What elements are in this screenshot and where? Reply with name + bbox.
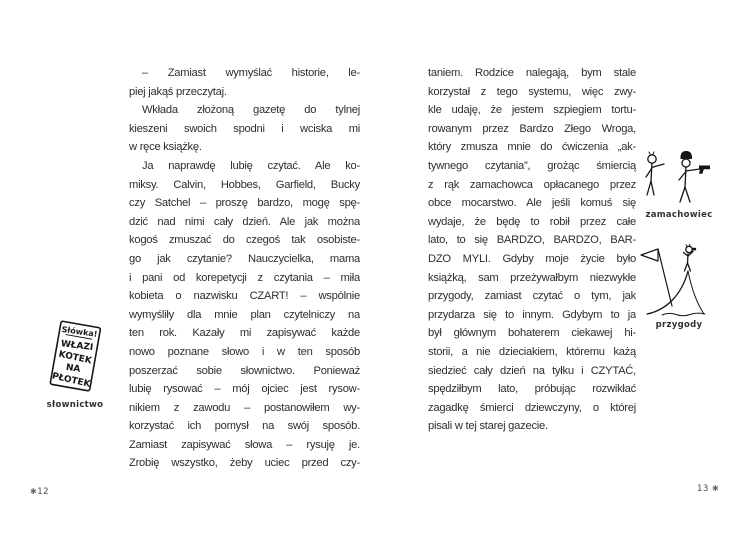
page-marker-star: ✱ xyxy=(30,487,38,496)
text-line: rowanym przez Bardzo Złego Wroga, xyxy=(428,122,636,135)
page-number-left xyxy=(30,487,49,497)
text-line: – Zamiast wymyślać historie, le- xyxy=(142,67,360,79)
text-line: książką, sam przeżywałbym niezwykłe xyxy=(428,271,636,284)
note-title: Słówka! xyxy=(61,324,98,339)
text-line: i pani od korepetycji z czytania – miła xyxy=(129,271,360,284)
text-line: storii, a nie dzieciakiem, któremu każą xyxy=(428,345,636,358)
text-line: Zrobię wszystko, żeby uciec przed czy- xyxy=(129,457,360,470)
sketch-caption-przygody: przygody xyxy=(655,320,703,330)
text-line: nowo poznane słowo i w ten sposób xyxy=(129,345,360,358)
text-line: Zamiast zapisywać słowa – rysuję je. xyxy=(129,438,360,451)
text-line: lubię rysować – mój ojciec jest rysow- xyxy=(129,383,360,396)
right-page-text-column xyxy=(428,64,636,436)
page-number-value: 12 xyxy=(37,487,50,497)
text-line: dzić nad nimi cały dzień. Ale jak można xyxy=(129,215,360,228)
note-word: WŁAZI xyxy=(60,339,94,354)
text-line: wymyśliły dla mnie plan czytelniczy na xyxy=(129,308,360,321)
text-line: wydaje, że będę to robił przez całe xyxy=(428,215,636,228)
text-line: korzystać ich pomysł na swój sposób. xyxy=(129,420,360,433)
text-line: zagadkę śmierci dziewczyny, o której xyxy=(428,401,636,414)
note-word: NA xyxy=(65,362,81,375)
text-line: przygody, zamiast czytać o tym, jak xyxy=(428,290,636,303)
text-line: kogoś zmuszać do czegoś tak osobiste- xyxy=(129,234,360,247)
assassin-margin-sketch xyxy=(638,150,720,220)
text-line: nikiem z zawodu – postanowiłem wy- xyxy=(129,401,360,414)
note-word: PŁOTEK xyxy=(50,371,92,390)
page-number-right xyxy=(697,484,719,494)
text-line: Wkłada złożoną gazetę do tylnej xyxy=(142,104,360,117)
text-line: siedzieć cały dzień na tyłku i CZYTAĆ, xyxy=(428,364,636,377)
text-line: DZO MYLI. Gdyby moje życie było xyxy=(428,252,636,265)
text-line: tywnego czytania”, grożąc śmiercią xyxy=(428,159,636,172)
text-line: czy Satchel – proszę bardzo, mogę spę- xyxy=(129,197,360,210)
text-line: z rąk zamachowca opłacanego przez xyxy=(428,178,636,191)
text-line: kobieta o nazwisku CZART! – wspólnie xyxy=(129,290,360,303)
text-line: przydarza się to innym. Gdybym to ja xyxy=(428,308,636,321)
notebook-sketch-icon xyxy=(36,320,114,398)
text-line: poszerzać sobie słownictwo. Ponieważ xyxy=(129,364,360,377)
text-line: piej jakąś przeczytaj. xyxy=(129,85,227,98)
text-line: go jak czytanie? Nauczycielka, mama xyxy=(129,252,360,265)
text-line: który zmusza mnie do ćwiczenia „ak- xyxy=(428,141,636,154)
text-line: lato, to się BARDZO, BARDZO, BAR- xyxy=(428,234,636,247)
left-page-text-column xyxy=(129,64,360,473)
text-line: ten rok. Kazały mi zapisywać każde xyxy=(129,327,360,340)
text-line: kle udaję, że jestem szpiegiem tortu- xyxy=(428,104,636,117)
note-word: KOTEK xyxy=(57,349,93,367)
text-line: Ja naprawdę lubię czytać. Ale ko- xyxy=(142,159,360,172)
text-line: korzystał z tego systemu, więc zwy- xyxy=(428,85,636,98)
assassin-sketch-icon xyxy=(639,150,719,208)
text-line: taniem. Rodzice nalegają, bym stale xyxy=(428,67,636,79)
text-line: obce mocarstwo. Ale jeśli komuś się xyxy=(428,197,636,210)
text-line: był głównym bohaterem ciekawej hi- xyxy=(428,327,636,340)
page-marker-star: ✱ xyxy=(712,484,720,493)
sketch-caption-zamachowiec: zamachowiec xyxy=(645,210,713,220)
text-line: pisali w tej starej gazecie. xyxy=(428,420,548,433)
text-line: miksy. Calvin, Hobbes, Garfield, Bucky xyxy=(129,178,360,191)
adventure-sketch-icon xyxy=(633,244,725,318)
vocabulary-margin-sketch xyxy=(32,320,118,410)
sketch-caption-slownictwo: słownictwo xyxy=(46,400,104,410)
text-line: w ręce książkę. xyxy=(129,141,202,154)
text-line: spędziłbym lato, próbując rozwikłać xyxy=(428,383,636,396)
text-line: kieszeni swoich spodni i wciska mi xyxy=(129,122,360,135)
adventure-margin-sketch xyxy=(631,244,727,330)
page-number-value: 13 xyxy=(697,484,709,494)
